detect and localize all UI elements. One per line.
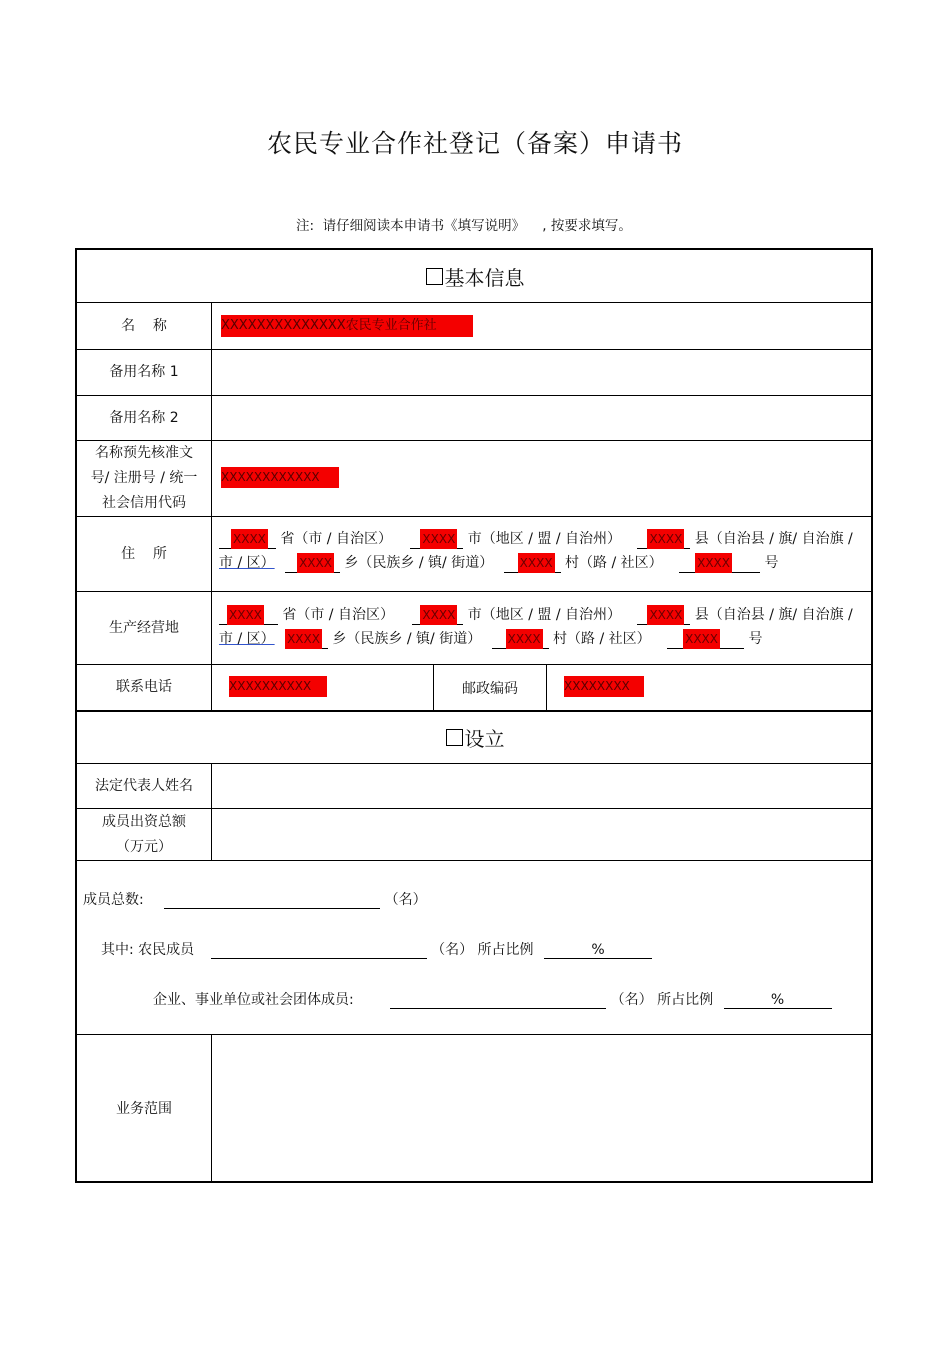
prod-town-text: 乡（民族乡 / 镇/ 街道） (332, 631, 482, 647)
addr-town-text: 乡（民族乡 / 镇/ 街道） (344, 555, 494, 571)
prod-province-fill: XXXX (227, 605, 264, 625)
label-capital (77, 809, 212, 860)
field-name[interactable] (212, 303, 873, 349)
members-total-label: 成员总数: (83, 892, 144, 908)
row-name (77, 303, 873, 350)
phone-value-redacted: XXXXXXXXXX (229, 676, 327, 697)
fill-note: 注: 请仔细阅读本申请书《填写说明》 , 按要求填写。 (296, 218, 632, 234)
label-production-site: 生产经营地 (77, 592, 212, 664)
reg-label-line-2: 号/ 注册号 / 统一 (90, 470, 198, 486)
name-value-redacted: XXXXXXXXXXXXXX农民专业合作社 (221, 315, 473, 337)
farmer-ratio-label: 所占比例 (477, 942, 534, 958)
addr-county-fill: XXXX (647, 529, 684, 549)
row-contact (77, 665, 873, 712)
field-registration-number[interactable] (212, 441, 873, 516)
label-name: 名 称 (77, 303, 212, 349)
enterprise-members-line (153, 989, 832, 1009)
zip-value-redacted: XXXXXXXX (564, 676, 644, 697)
prod-city-fill: XXXX (420, 605, 457, 625)
row-address (77, 517, 873, 592)
addr-county-text: 县（自治县 / 旗/ 自治旗 / (694, 531, 853, 547)
enterprise-members-unit: （名） (610, 992, 653, 1008)
reg-label-line-1: 名称预先核准文 (95, 445, 193, 461)
section-setup-header (77, 712, 873, 764)
field-capital[interactable] (212, 809, 873, 860)
addr-city-fill: XXXX (420, 529, 457, 549)
prod-county-fill: XXXX (647, 605, 684, 625)
addr-village-text: 村（路 / 社区） (565, 555, 663, 571)
enterprise-members-input[interactable] (390, 991, 606, 1009)
farmer-percent-sign: % (591, 942, 605, 958)
addr-number-fill: XXXX (695, 553, 732, 573)
reg-value-redacted: XXXXXXXXXXXX (221, 467, 339, 488)
field-legal-rep[interactable] (212, 764, 873, 808)
row-registration-number (77, 441, 873, 517)
field-phone[interactable] (212, 665, 434, 710)
prod-town-fill: XXXX (285, 629, 322, 649)
field-business-scope[interactable] (212, 1035, 873, 1183)
field-address[interactable] (212, 517, 873, 591)
farmer-members-input[interactable] (211, 941, 427, 959)
checkbox-setup[interactable] (446, 729, 463, 746)
row-members (77, 861, 873, 1035)
enterprise-percent-sign: % (770, 992, 785, 1008)
prod-village-fill: XXXX (506, 629, 543, 649)
section-basic-title: 基本信息 (444, 265, 525, 290)
addr-province-text: 省（市 / 自治区） (280, 531, 392, 547)
farmer-ratio-input[interactable] (544, 942, 652, 959)
field-alt-name-2[interactable] (212, 396, 873, 440)
label-alt-name-2: 备用名称 2 (77, 396, 212, 440)
prod-county-text: 县（自治县 / 旗/ 自治旗 / (694, 607, 853, 623)
enterprise-members-label: 企业、事业单位或社会团体成员: (153, 992, 354, 1008)
label-address: 住 所 (77, 517, 212, 591)
production-line-2 (219, 628, 762, 649)
members-total-unit: （名） (384, 892, 427, 908)
address-line-1 (219, 528, 853, 549)
members-total-line (83, 889, 427, 909)
addr-shiqu-text: 市 / 区） (219, 555, 275, 571)
checkbox-basic[interactable] (426, 268, 443, 285)
row-alt-name-1 (77, 350, 873, 396)
farmer-members-line (101, 939, 652, 959)
label-business-scope: 业务范围 (77, 1035, 212, 1183)
addr-province-fill: XXXX (231, 529, 268, 549)
row-capital (77, 809, 873, 861)
label-zip: 邮政编码 (434, 665, 547, 710)
reg-label-line-3: 社会信用代码 (102, 495, 186, 511)
row-alt-name-2 (77, 396, 873, 441)
field-alt-name-1[interactable] (212, 350, 873, 395)
prod-number-fill: XXXX (683, 629, 720, 649)
farmer-members-label: 其中: 农民成员 (101, 942, 195, 958)
label-legal-rep: 法定代表人姓名 (77, 764, 212, 808)
enterprise-ratio-input[interactable] (724, 992, 832, 1009)
prod-hao-text: 号 (748, 631, 763, 647)
field-production-site[interactable] (212, 592, 873, 664)
row-legal-rep (77, 764, 873, 809)
farmer-members-unit: （名） (431, 942, 474, 958)
field-zip[interactable] (547, 665, 873, 710)
addr-town-fill: XXXX (297, 553, 334, 573)
capital-label-line-1: 成员出资总额 (102, 813, 186, 830)
enterprise-ratio-label: 所占比例 (657, 992, 714, 1008)
section-basic-header (77, 250, 873, 303)
label-registration-number (77, 441, 212, 516)
members-total-input[interactable] (164, 891, 380, 909)
addr-city-text: 市（地区 / 盟 / 自治州） (467, 531, 621, 547)
addr-hao-text: 号 (764, 555, 779, 571)
prod-city-text: 市（地区 / 盟 / 自治州） (467, 607, 621, 623)
prod-province-text: 省（市 / 自治区） (282, 607, 394, 623)
prod-shiqu-text: 市 / 区） (219, 631, 275, 647)
page-title: 农民专业合作社登记（备案）申请书 (266, 129, 683, 158)
production-line-1 (219, 604, 853, 625)
capital-label-line-2: （万元） (116, 838, 172, 855)
address-line-2 (219, 552, 778, 573)
section-setup-title: 设立 (464, 727, 505, 751)
label-alt-name-1: 备用名称 1 (77, 350, 212, 395)
row-production-site (77, 592, 873, 665)
prod-village-text: 村（路 / 社区） (553, 631, 651, 647)
label-phone: 联系电话 (77, 665, 212, 710)
addr-village-fill: XXXX (518, 553, 555, 573)
application-form (75, 248, 873, 1183)
row-business-scope (77, 1035, 873, 1183)
